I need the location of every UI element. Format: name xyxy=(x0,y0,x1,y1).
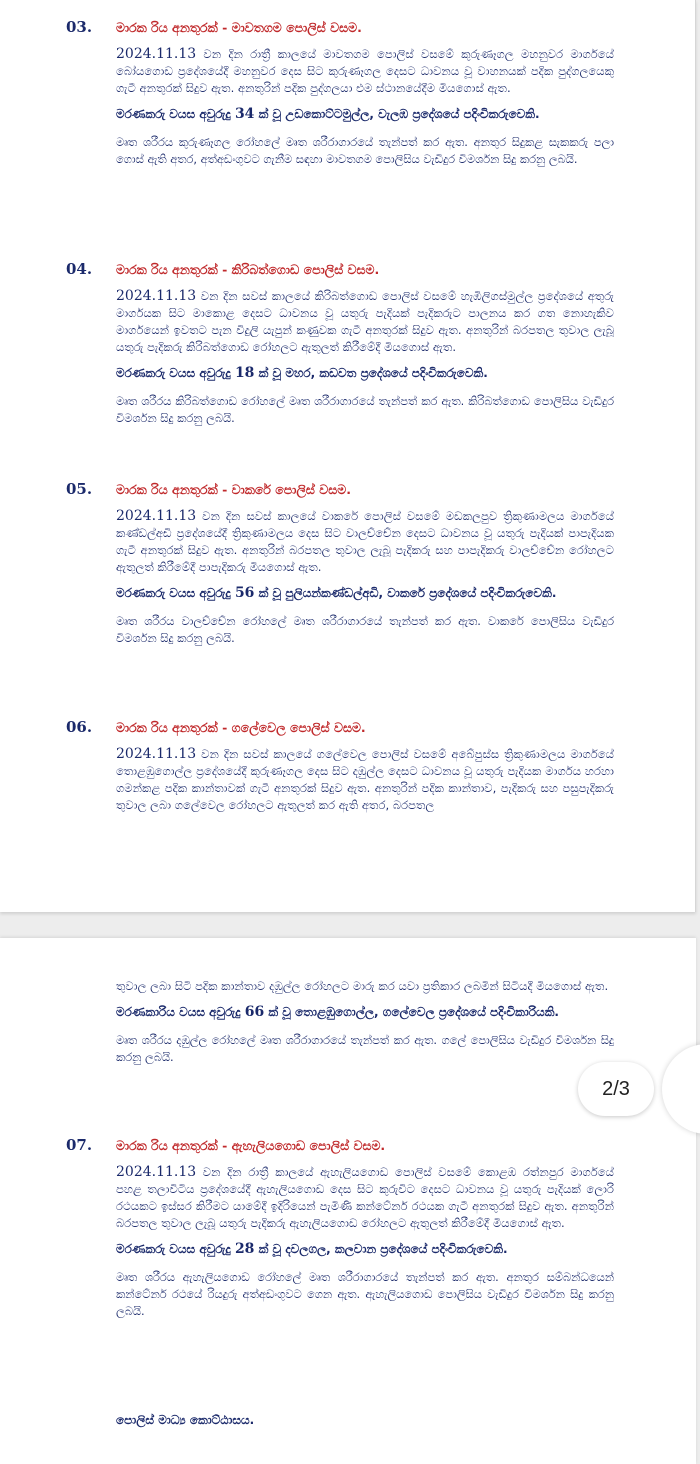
page-indicator[interactable]: 2/3 xyxy=(578,1062,654,1116)
victim-age: 66 xyxy=(244,1004,265,1020)
victim-details: මරණකරු වයස අවුරුදු 34 ක් වූ උඩකොට්ටමුල්ල, වැලඹ ප්‍රදේශයේ පදිංචිකරුවෙකි. xyxy=(116,106,540,122)
section-title: මාරක රිය අනතුරක් - මාවතගම පොලිස් වසම. xyxy=(116,20,362,35)
section-body: 2024.11.13 වන දින සවස් කාලයේ කිරිබත්ගොඩ පොලිස් වසමේ හැඹිලිගස්මුල්ල ප්‍රදේශයේ අතුරු මාර්ගයක සිට මාකොළ දෙසට ධාවනය වූ යතුරු පැදියක් පැදිකරුට පාලනය කර ගත නොහැකිව මාර්ගයෙන් ඉවතට පැන විදුලි යැපුන් කණුවක ගැටී අනතුරක් සිදුව ඇත. අනතුරින් බරපතල තුවාල ලැබූ යතුරු පැදිකරු කිරිබත්ගොඩ රෝහලට ඇතුලත් කිරීමේදී මියගොස් ඇත. xyxy=(116,288,614,354)
section-06 xyxy=(0,718,695,814)
section-title: මාරක රිය අනතුරක් - වාකරේ පොලිස් වසම. xyxy=(116,482,351,497)
section-number: 07. xyxy=(66,1136,93,1154)
section-06-continued xyxy=(0,978,696,1066)
section-number: 05. xyxy=(66,480,93,498)
victim-age: 34 xyxy=(234,106,255,122)
section-body: 2024.11.13 වන දින රාත්‍රී කාලයේ මාවතගම පොලිස් වසමේ කුරුණෑගල මහනුවර මාර්ගයේ බෝයගොඩ ප්‍රදේශයේදී මහනුවර දෙස සිට කුරුණෑගල දෙසට ධාවනය වූ වාහනයක් පදික පුද්ගලයෙකු ගැටී අනතුරක් සිදුව ඇත. අනතුරින් පදික පුද්ගලයා එම ස්ථානයේදීම මියගොස් ඇත. xyxy=(116,46,614,95)
incident-date: 2024.11.13 xyxy=(116,46,197,62)
section-body: 2024.11.13 වන දින සවස් කාලයේ ගලේවෙල පොලිස් වසමේ අබේපුස්ස ත්‍රිකුණාමලය මාර්ගයේ තොළඹුගොල්ල ප්‍රදේශයේදී කුරුණෑගල දෙස සිට දඹුල්ල දෙසට ධාවනය වූ යතුරු පැදියක මාර්ගය හරහා ගමන්කළ පදික කාන්තාවක් ගැටී අනතුරක් සිදුව ඇත. අනතුරින් පදික කාන්තාව, පැදිකරු සහ පසුපැදිකරු තුවාල ලබා ගලේවෙල රෝහලට ඇතුලත් කර ඇති අතර, බරපතල xyxy=(116,746,614,812)
incident-date: 2024.11.13 xyxy=(116,1164,197,1180)
section-05 xyxy=(0,480,695,647)
investigation-note: මෘත ශරීරය වාලච්චේන රෝහලේ මෘත ශරීරාගාරයේ තැන්පත් කර ඇත. වාකරේ පොලිසිය වැඩිදුර විමර්ශන සිදු කරනු ලබයි. xyxy=(116,614,614,645)
section-body: 2024.11.13 වන දින රාත්‍රී කාලයේ ඇහැලියගොඩ පොලිස් වසමේ කොළඹ රත්නපුර මාර්ගයේ පහළ තලාවිටිය ප්‍රදේශයේදී ඇහැලියගොඩ දෙස සිට කුරුවිට දෙසට ධාවනය වූ යතුරු පැදියක් ලොරි රථයකට ඉස්සර කිරීමට යාමේදී ඉදිරියෙන් පැමිණි කන්ටේනර් රථයක ගැටී අනතුරක් සිදුව ඇත. අනතුරින් බරපතල තුවාල ලැබූ යතුරු පැදිකරු ඇහැලියගොඩ රෝහලට ඇතුලත් කිරීමේදී මියගොස් ඇත. xyxy=(116,1164,614,1230)
section-body-continued: තුවාල ලබා සිටි පදික කාන්තාව දඹුල්ල රෝහලට මාරු කර යවා ප්‍රතිකාර ලබමින් සිටියදී මියගොස් ඇත. xyxy=(116,979,609,993)
section-body: 2024.11.13 වන දින සවස් කාලයේ වාකරේ පොලිස් වසමේ මඩකලපුව ත්‍රිකුණාමලය මාර්ගයේ කණ්ඩල්අඩි ප්‍රදේශයේදී ත්‍රිකුණාමලය දෙස සිට වාලච්චේන දෙසට ධාවනය වූ යතුරු පැදියක් පාපැදියක ගැටී අනතුරක් සිදුව ඇත. අනතුරින් බරපතල තුවාල ලැබූ පැදිකරු සහ පාපැදිකරු වාලච්චේන රෝහලට ඇතුලත් කිරීමේදී පාපැදිකරු මියගොස් ඇත. xyxy=(116,508,614,574)
pdf-page-2 xyxy=(0,938,696,1464)
incident-date: 2024.11.13 xyxy=(116,746,197,762)
investigation-note: මෘත ශරීරය කුරුණෑගල රෝහලේ මෘත ශරීරාගාරයේ තැන්පත් කර ඇත. අනතුර සිදුකළ සැකකරු පලා ගොස් ඇති අතර, අත්අඩංගුවට ගැනීම සඳහා මාවතගම පොලිසිය වැඩිදුර විමර්ශන සිදු කරනු ලබයි. xyxy=(116,135,614,166)
section-title: මාරක රිය අනතුරක් - ඇහැලියගොඩ පොලිස් වසම. xyxy=(116,1138,386,1153)
incident-date: 2024.11.13 xyxy=(116,508,197,524)
section-07 xyxy=(0,1136,696,1320)
victim-details: මරණකරු වයස අවුරුදු 28 ක් වූ දවලගල, කලවාන ප්‍රදේශයේ පදිංචිකරුවෙකි. xyxy=(116,1241,508,1257)
victim-age: 28 xyxy=(234,1241,255,1257)
section-number: 06. xyxy=(66,718,93,736)
section-03 xyxy=(0,18,695,168)
section-04 xyxy=(0,260,695,427)
section-title: මාරක රිය අනතුරක් - ගලේවෙල පොලිස් වසම. xyxy=(116,720,366,735)
issuing-department: පොලිස් මාධ්‍ය කොට්ඨාසය. xyxy=(116,1413,255,1427)
investigation-note: මෘත ශරීරය ඇහැලියගොඩ රෝහලේ මෘත ශරීරාගාරයේ තැන්පත් කර ඇත. අනතුර සම්බන්ධයෙන් කන්ටේනර් රථයේ රියදුරු අත්අඩංගුවට ගෙන ඇත. ඇහැලියගොඩ පොලිසිය වැඩිදුර විමර්ශන සිදු කරනු ලබයි. xyxy=(116,1270,614,1318)
investigation-note: මෘත ශරීරය කිරිබත්ගොඩ රෝහලේ මෘත ශරීරාගාරයේ තැන්පත් කර ඇත. කිරිබත්ගොඩ පොලිසිය වැඩිදුර විමර්ශන සිදු කරනු ලබයි. xyxy=(116,394,614,425)
victim-details: මරණකරු වයස අවුරුදු 18 ක් වූ මහර, කඩවත ප්‍රදේශයේ පදිංචිකරුවෙකි. xyxy=(116,365,488,381)
victim-details: මරණකාරිය වයස අවුරුදු 66 ක් වූ තොළඹුගොල්ල, ගලේවෙල ප්‍රදේශයේ පදිංචිකාරියකි. xyxy=(116,1004,559,1020)
section-title: මාරක රිය අනතුරක් - කිරිබත්ගොඩ පොලිස් වසම. xyxy=(116,262,380,277)
incident-date: 2024.11.13 xyxy=(116,288,197,304)
victim-details: මරණකරු වයස අවුරුදු 56 ක් වූ පුලියන්කණ්ඩල්අඩි, වාකරේ ප්‍රදේශයේ පදිංචිකරුවෙකි. xyxy=(116,585,557,601)
section-number: 03. xyxy=(66,18,93,36)
victim-age: 56 xyxy=(234,585,255,601)
victim-age: 18 xyxy=(234,365,255,381)
investigation-note: මෘත ශරීරය දඹුල්ල රෝහලේ මෘත ශරීරාගාරයේ තැන්පත් කර ඇත. ගලේ පොලිසිය වැඩිදුර විමර්ශන සිදු කරනු ලබයි. xyxy=(116,1033,614,1064)
section-number: 04. xyxy=(66,260,93,278)
